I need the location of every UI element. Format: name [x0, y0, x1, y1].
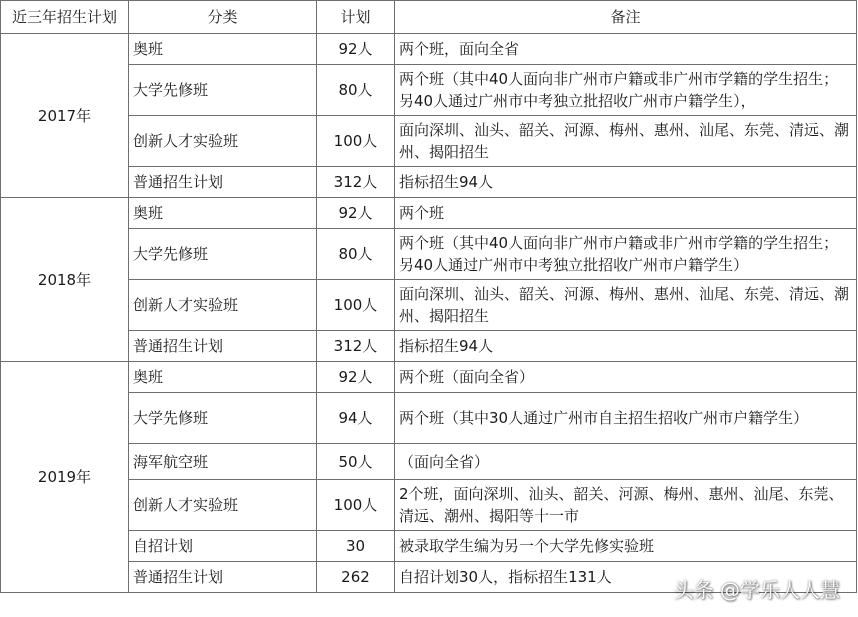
table-row [1, 331, 857, 362]
watermark: 头条 @学乐人人慧 [673, 578, 840, 602]
table-row [1, 280, 857, 331]
plan-cell: 50人 [317, 444, 395, 480]
table-row [1, 34, 857, 65]
header-note: 备注 [395, 1, 857, 34]
year-cell-2019: 2019年 [1, 362, 129, 593]
table-row [1, 362, 857, 393]
category-cell: 海军航空班 [129, 444, 317, 480]
note-cell: 指标招生94人 [395, 167, 857, 198]
table-row [1, 198, 857, 229]
plan-cell: 92人 [317, 34, 395, 65]
year-cell-2017: 2017年 [1, 34, 129, 198]
plan-cell: 100人 [317, 116, 395, 167]
table-row [1, 167, 857, 198]
note-cell: 2个班，面向深圳、汕头、韶关、河源、梅州、惠州、汕尾、东莞、清远、潮州、揭阳等十一市 [395, 480, 857, 531]
plan-cell: 100人 [317, 280, 395, 331]
plan-cell: 262 [317, 562, 395, 593]
category-cell: 普通招生计划 [129, 562, 317, 593]
note-cell: 两个班（其中40人面向非广州市户籍或非广州市学籍的学生招生；另40人通过广州市中考独立批招收广州市户籍学生）， [395, 65, 857, 116]
plan-cell: 92人 [317, 362, 395, 393]
note-cell: 两个班（面向全省） [395, 362, 857, 393]
table-row [1, 531, 857, 562]
note-cell: 两个班 [395, 198, 857, 229]
table-row [1, 393, 857, 444]
plan-cell: 80人 [317, 229, 395, 280]
plan-cell: 92人 [317, 198, 395, 229]
header-category: 分类 [129, 1, 317, 34]
note-cell: 面向深圳、汕头、韶关、河源、梅州、惠州、汕尾、东莞、清远、潮州、揭阳招生 [395, 280, 857, 331]
category-cell: 普通招生计划 [129, 331, 317, 362]
note-cell: 两个班，面向全省 [395, 34, 857, 65]
note-cell: 两个班（其中30人通过广州市自主招生招收广州市户籍学生） [395, 393, 857, 444]
category-cell: 奥班 [129, 34, 317, 65]
note-cell: 被录取学生编为另一个大学先修实验班 [395, 531, 857, 562]
category-cell: 自招计划 [129, 531, 317, 562]
category-cell: 大学先修班 [129, 229, 317, 280]
table-row [1, 116, 857, 167]
category-cell: 奥班 [129, 362, 317, 393]
note-cell: 两个班（其中40人面向非广州市户籍或非广州市学籍的学生招生；另40人通过广州市中考独立批招收广州市户籍学生） [395, 229, 857, 280]
category-cell: 大学先修班 [129, 393, 317, 444]
note-cell: （面向全省） [395, 444, 857, 480]
note-cell: 指标招生94人 [395, 331, 857, 362]
table-row [1, 444, 857, 480]
table-row [1, 65, 857, 116]
plan-cell: 80人 [317, 65, 395, 116]
category-cell: 普通招生计划 [129, 167, 317, 198]
header-year: 近三年招生计划 [1, 1, 129, 34]
plan-cell: 100人 [317, 480, 395, 531]
plan-cell: 94人 [317, 393, 395, 444]
note-cell: 面向深圳、汕头、韶关、河源、梅州、惠州、汕尾、东莞、清远、潮州、揭阳招生 [395, 116, 857, 167]
category-cell: 创新人才实验班 [129, 280, 317, 331]
plan-cell: 30 [317, 531, 395, 562]
table-row [1, 229, 857, 280]
plan-cell: 312人 [317, 167, 395, 198]
header-plan: 计划 [317, 1, 395, 34]
header-row [1, 1, 857, 34]
plan-cell: 312人 [317, 331, 395, 362]
year-cell-2018: 2018年 [1, 198, 129, 362]
category-cell: 创新人才实验班 [129, 116, 317, 167]
note-cell: 自招计划30人，指标招生131人 [395, 562, 857, 593]
category-cell: 创新人才实验班 [129, 480, 317, 531]
table-row [1, 480, 857, 531]
category-cell: 奥班 [129, 198, 317, 229]
category-cell: 大学先修班 [129, 65, 317, 116]
